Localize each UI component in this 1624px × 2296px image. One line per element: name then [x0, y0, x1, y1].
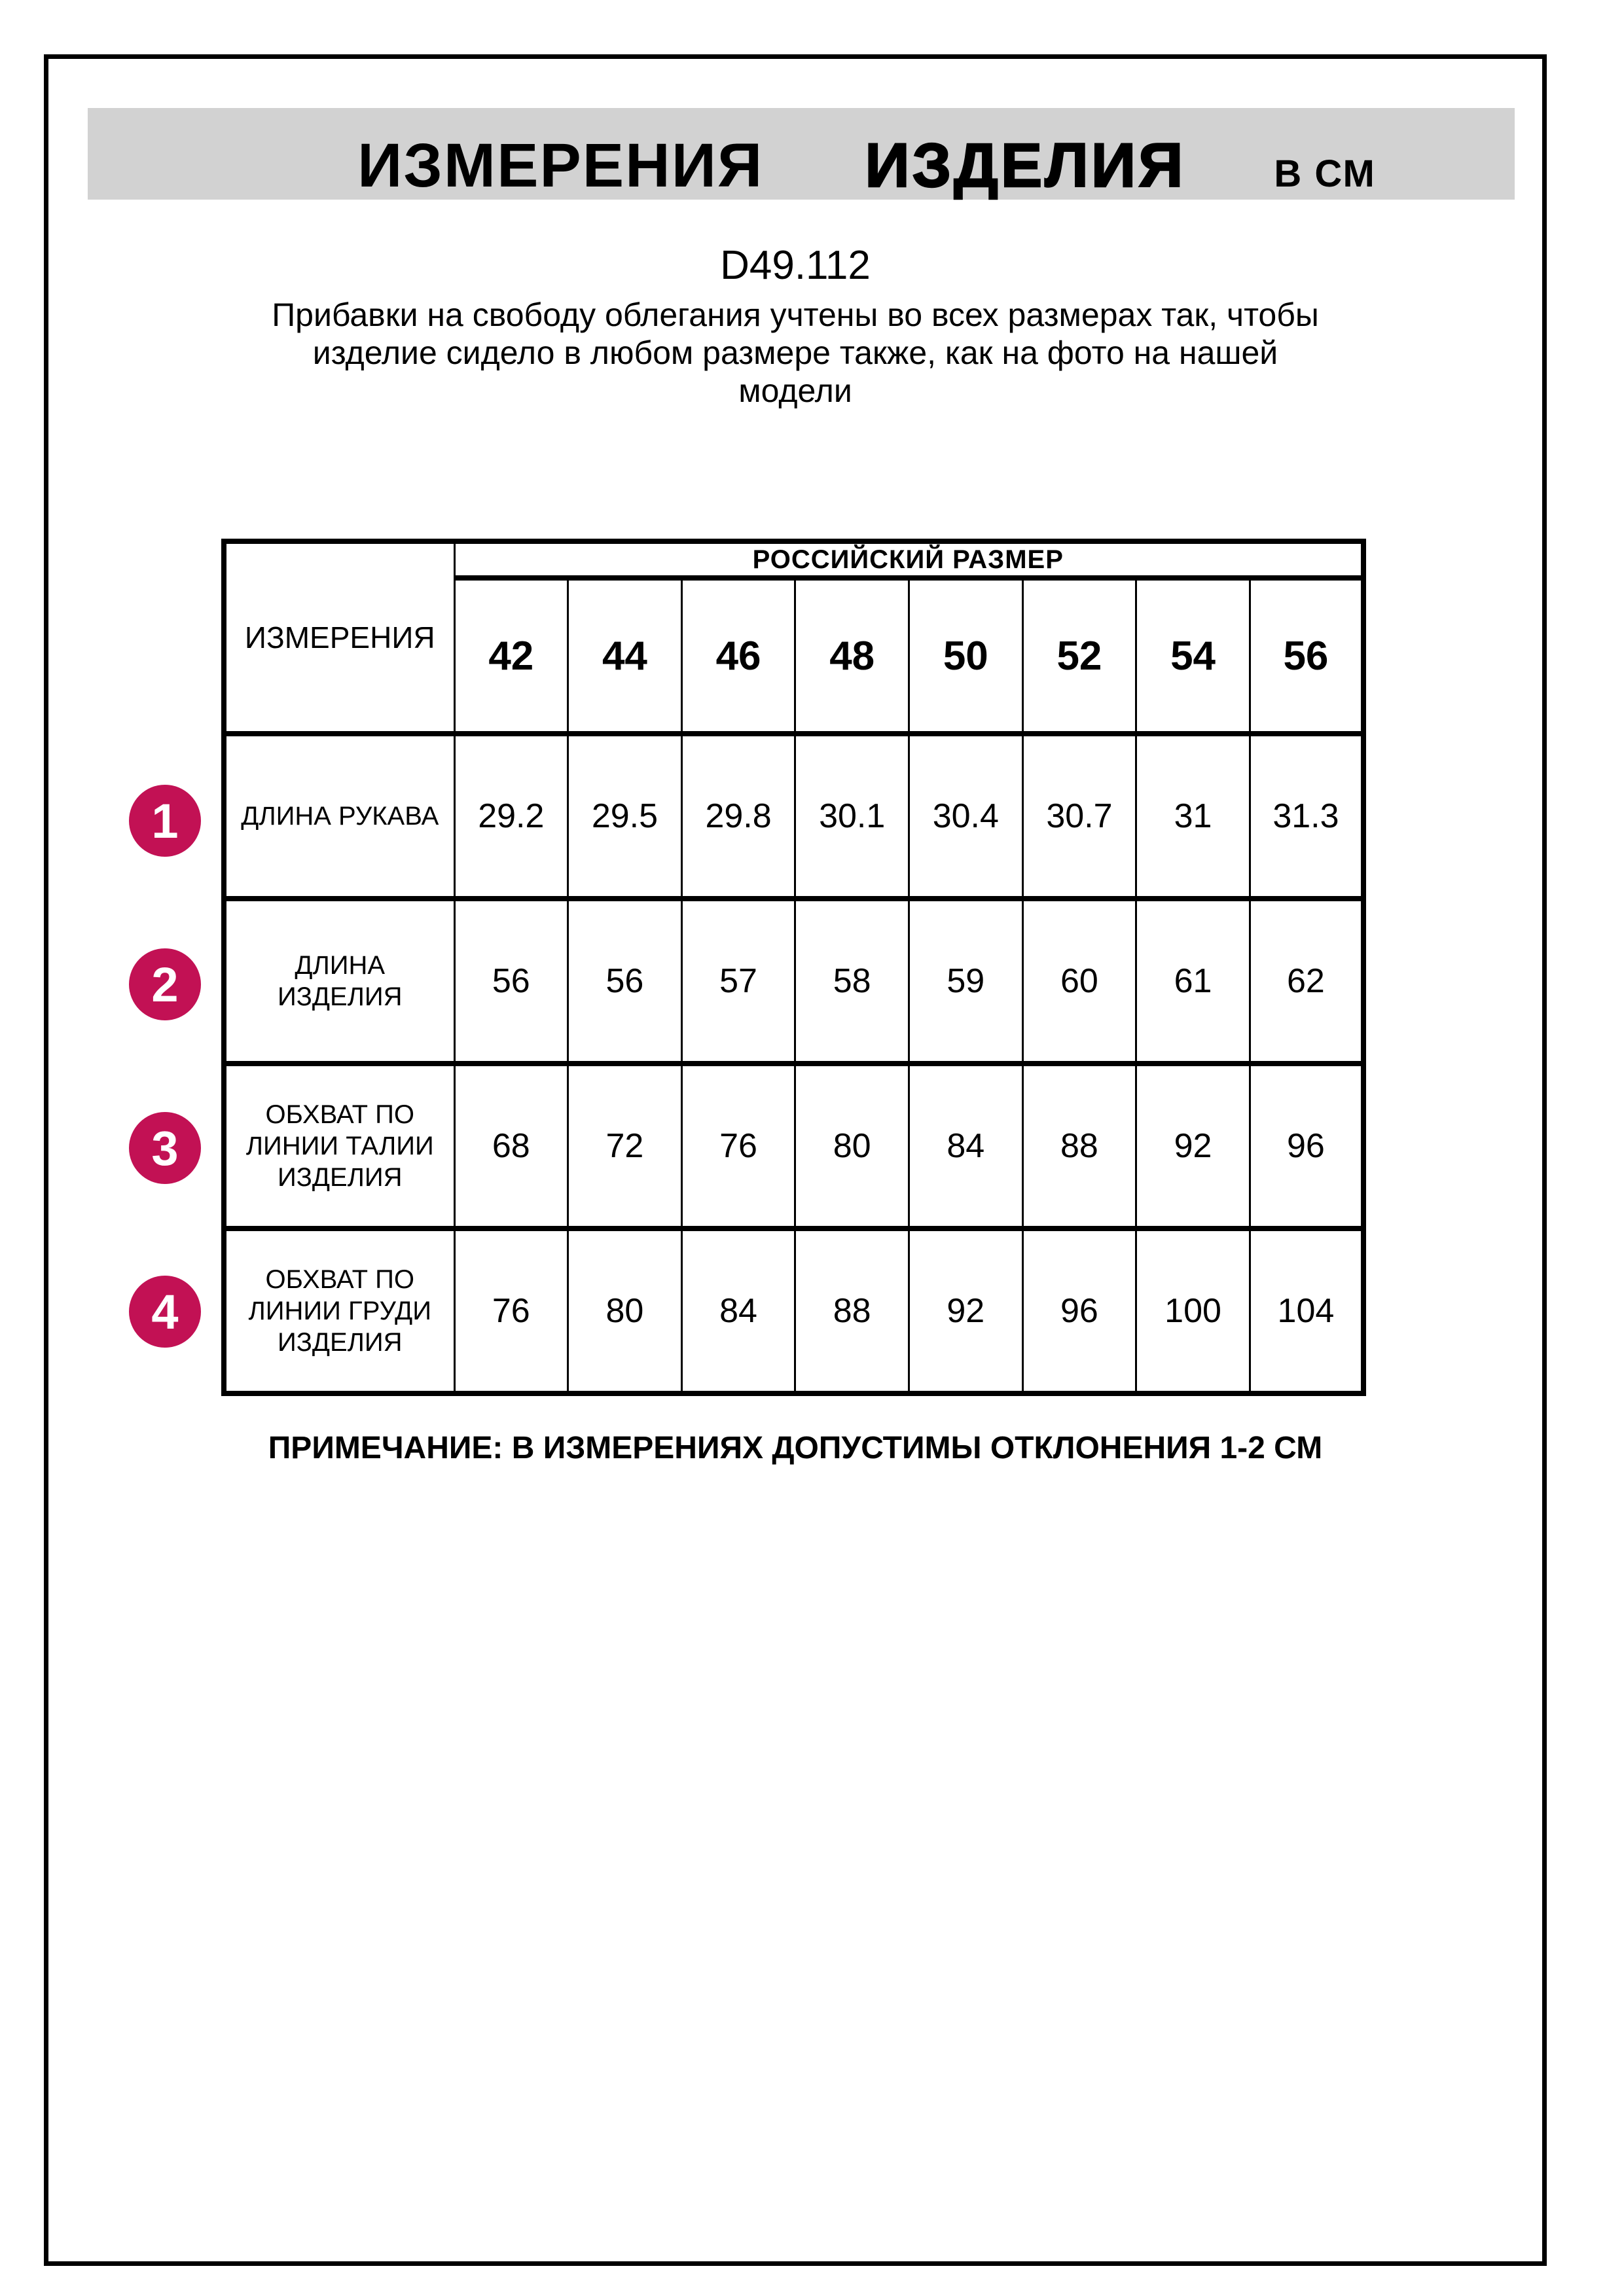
value-cell: 92 [909, 1229, 1023, 1393]
size-header-56: 56 [1250, 578, 1363, 734]
row-label-line: ЛИНИИ ГРУДИ [248, 1297, 431, 1325]
value-cell: 61 [1136, 899, 1250, 1064]
size-header-42: 42 [454, 578, 568, 734]
value-cell: 57 [681, 899, 795, 1064]
row-label-line: ИЗДЕЛИЯ [277, 1328, 403, 1357]
row-label-garment-length [224, 899, 454, 1064]
value-cell: 92 [1136, 1064, 1250, 1229]
value-cell: 29.5 [568, 734, 682, 899]
value-cell: 84 [681, 1229, 795, 1393]
russian-size-header: РОССИЙСКИЙ РАЗМЕР [454, 541, 1363, 578]
value-cell: 80 [795, 1064, 909, 1229]
size-table [221, 539, 1366, 1396]
row-number-badge-3: 3 [129, 1112, 201, 1184]
fit-note-line-1: Прибавки на свободу облегания учтены во всех размерах так, чтобы [272, 296, 1319, 333]
value-cell: 96 [1022, 1229, 1136, 1393]
value-cell: 68 [454, 1064, 568, 1229]
value-cell: 60 [1022, 899, 1136, 1064]
row-label-chest-girth [224, 1229, 454, 1393]
fit-note-line-2: изделие сидело в любом размере также, как на фото на нашей [312, 334, 1278, 371]
row-number-badge-4: 4 [129, 1276, 201, 1348]
value-cell: 104 [1250, 1229, 1363, 1393]
row-label-line: ОБХВАТ ПО [265, 1100, 414, 1129]
value-cell: 84 [909, 1064, 1023, 1229]
row-label-line: ИЗДЕЛИЯ [277, 982, 403, 1011]
value-cell: 76 [681, 1064, 795, 1229]
group-header-row [224, 541, 1363, 578]
value-cell: 96 [1250, 1064, 1363, 1229]
value-cell: 59 [909, 899, 1023, 1064]
value-cell: 88 [1022, 1064, 1136, 1229]
row-label-line: ИЗДЕЛИЯ [277, 1163, 403, 1192]
row-label-line: ДЛИНА РУКАВА [241, 802, 439, 831]
table-row-sleeve-length [224, 734, 1363, 899]
value-cell: 31.3 [1250, 734, 1363, 899]
size-header-52: 52 [1022, 578, 1136, 734]
value-cell: 58 [795, 899, 909, 1064]
deviation-note: ПРИМЕЧАНИЕ: В ИЗМЕРЕНИЯХ ДОПУСТИМЫ ОТКЛОНЕНИЯ 1-2 СМ [268, 1431, 1323, 1465]
size-header-46: 46 [681, 578, 795, 734]
value-cell: 80 [568, 1229, 682, 1393]
row-number-badge-1: 1 [129, 785, 201, 857]
model-number: D49.112 [720, 243, 871, 288]
size-header-54: 54 [1136, 578, 1250, 734]
value-cell: 62 [1250, 899, 1363, 1064]
size-header-48: 48 [795, 578, 909, 734]
fit-note [44, 296, 1547, 410]
value-cell: 88 [795, 1229, 909, 1393]
row-label-line: ОБХВАТ ПО [265, 1265, 414, 1294]
value-cell: 56 [454, 899, 568, 1064]
row-label-line: ДЛИНА [295, 951, 386, 980]
size-header-44: 44 [568, 578, 682, 734]
row-number-badge-2: 2 [129, 948, 201, 1020]
value-cell: 76 [454, 1229, 568, 1393]
value-cell: 31 [1136, 734, 1250, 899]
table-row-chest-girth [224, 1229, 1363, 1393]
table-row-waist-girth [224, 1064, 1363, 1229]
value-cell: 72 [568, 1064, 682, 1229]
table-row-garment-length [224, 899, 1363, 1064]
value-cell: 30.1 [795, 734, 909, 899]
title-bar: ИЗМЕРЕНИЯ ИЗДЕЛИЯ В СМ [88, 108, 1515, 200]
value-cell: 56 [568, 899, 682, 1064]
value-cell: 29.2 [454, 734, 568, 899]
value-cell: 100 [1136, 1229, 1250, 1393]
size-header-50: 50 [909, 578, 1023, 734]
row-label-line: ЛИНИИ ТАЛИИ [245, 1132, 434, 1160]
row-label-sleeve-length [224, 734, 454, 899]
fit-note-line-3: модели [738, 372, 852, 409]
value-cell: 30.4 [909, 734, 1023, 899]
value-cell: 29.8 [681, 734, 795, 899]
row-label-waist-girth [224, 1064, 454, 1229]
value-cell: 30.7 [1022, 734, 1136, 899]
measurements-column-header: ИЗМЕРЕНИЯ [224, 541, 454, 734]
